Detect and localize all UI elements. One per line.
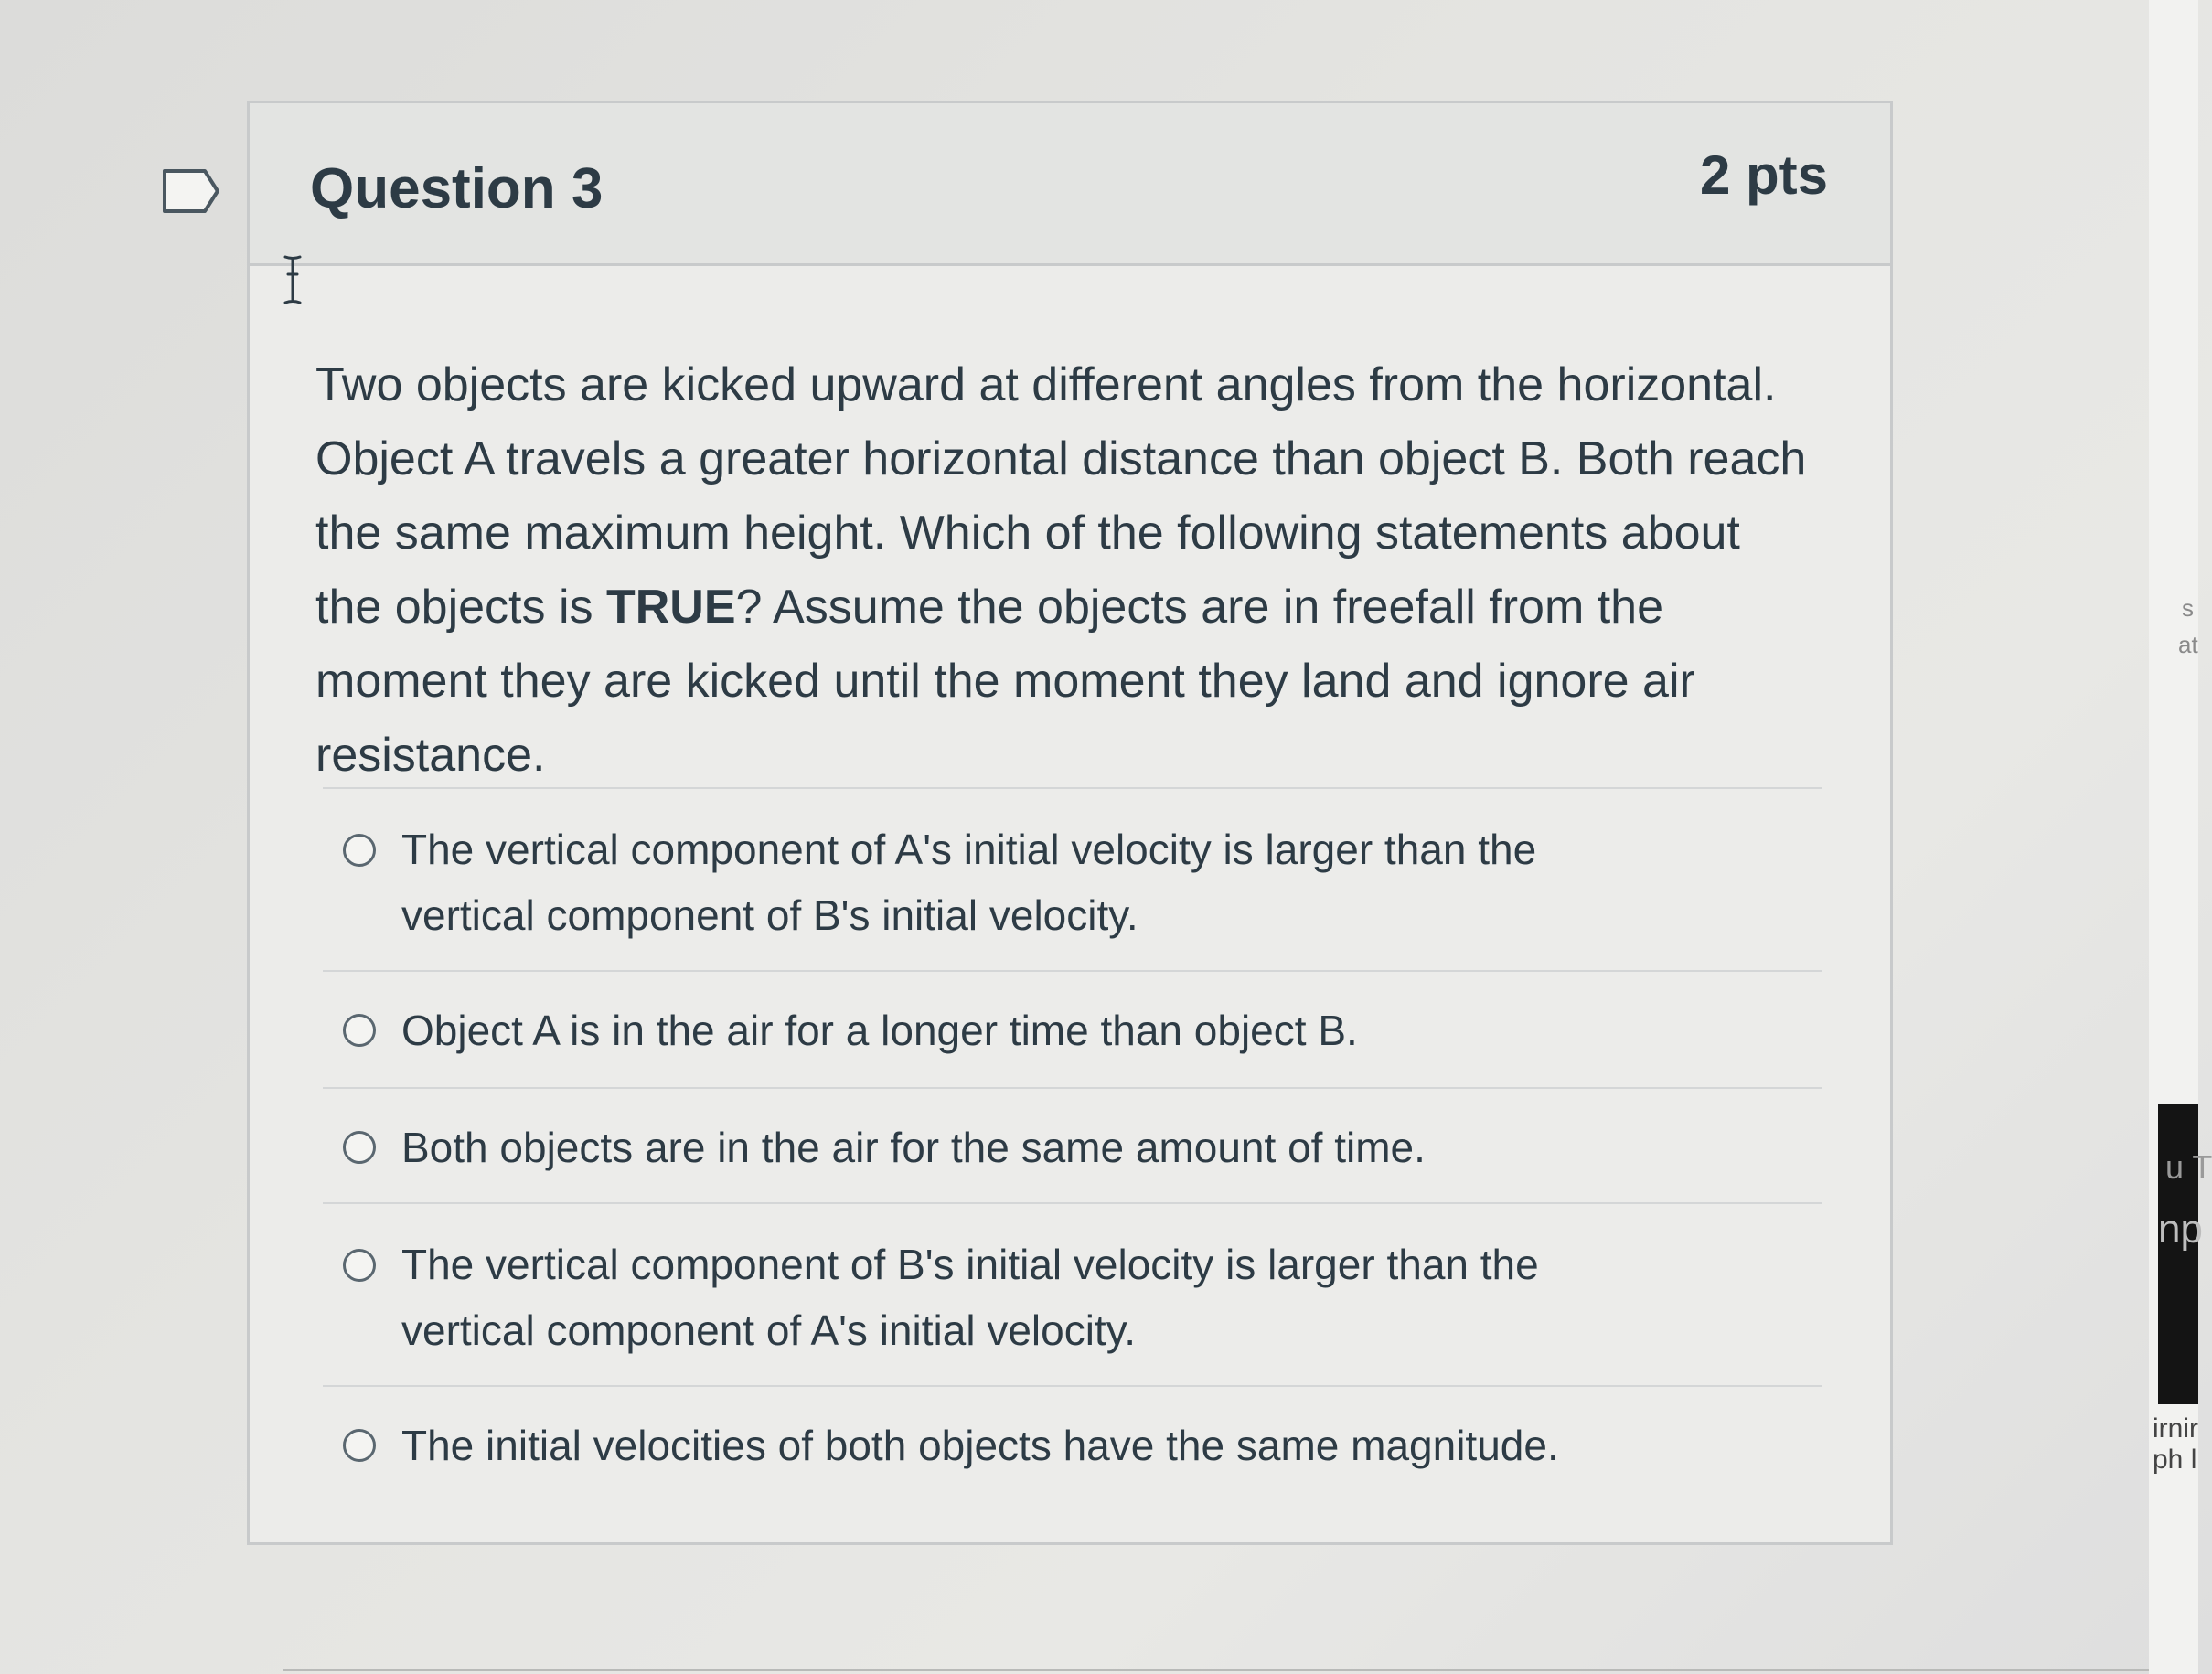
question-title: Question 3 — [310, 157, 604, 220]
question-text-part2: ? Assume the objects are in freefall from the moment they are kicked until the moment they land and ignore air resistance. — [315, 581, 1695, 782]
question-text-part1: Two objects are kicked upward at different angles from the horizontal. Object A travels a greater horizontal distance than object B. Both reach the same maximum height. Which of the following statements about the objects is — [315, 358, 1807, 634]
answer-label[interactable]: Object A is in the air for a longer time than object B. — [401, 1007, 1358, 1054]
edge-text-fragment: u T — [2165, 1148, 2212, 1186]
answer-option-5[interactable] — [323, 1387, 1822, 1524]
answer-option-4[interactable] — [323, 1204, 1822, 1387]
answer-option-3[interactable] — [323, 1089, 1822, 1204]
next-card-edge — [283, 1669, 2149, 1671]
text-cursor-icon — [282, 254, 304, 305]
question-card — [247, 101, 1893, 1545]
question-text-emphasis: TRUE — [605, 581, 736, 634]
edge-text-fragment: at — [2178, 631, 2198, 658]
edge-text-fragment: ph l — [2153, 1445, 2197, 1475]
flag-question-icon[interactable] — [161, 167, 221, 215]
question-header — [250, 103, 1890, 266]
radio-button-icon[interactable] — [343, 1131, 376, 1164]
edge-text-fragment: s — [2182, 594, 2194, 622]
edge-text-fragment: irnir — [2153, 1413, 2198, 1444]
question-text — [315, 348, 1815, 793]
answer-label[interactable]: The initial velocities of both objects have the same magnitude. — [401, 1422, 1559, 1469]
answer-option-2[interactable] — [323, 972, 1822, 1089]
answer-label[interactable]: The vertical component of B's initial velocity is larger than the vertical component of A's initial velocity. — [401, 1241, 1539, 1354]
question-points: 2 pts — [1699, 144, 1828, 206]
radio-button-icon[interactable] — [343, 1429, 376, 1462]
radio-button-icon[interactable] — [343, 834, 376, 867]
radio-button-icon[interactable] — [343, 1014, 376, 1047]
edge-text-fragment: np — [2158, 1207, 2203, 1252]
answer-label[interactable]: Both objects are in the air for the same amount of time. — [401, 1124, 1426, 1171]
radio-button-icon[interactable] — [343, 1249, 376, 1282]
answer-label[interactable]: The vertical component of A's initial velocity is larger than the vertical component of B's initial velocity. — [401, 826, 1537, 939]
answer-list — [323, 787, 1822, 1524]
answer-option-1[interactable] — [323, 789, 1822, 972]
